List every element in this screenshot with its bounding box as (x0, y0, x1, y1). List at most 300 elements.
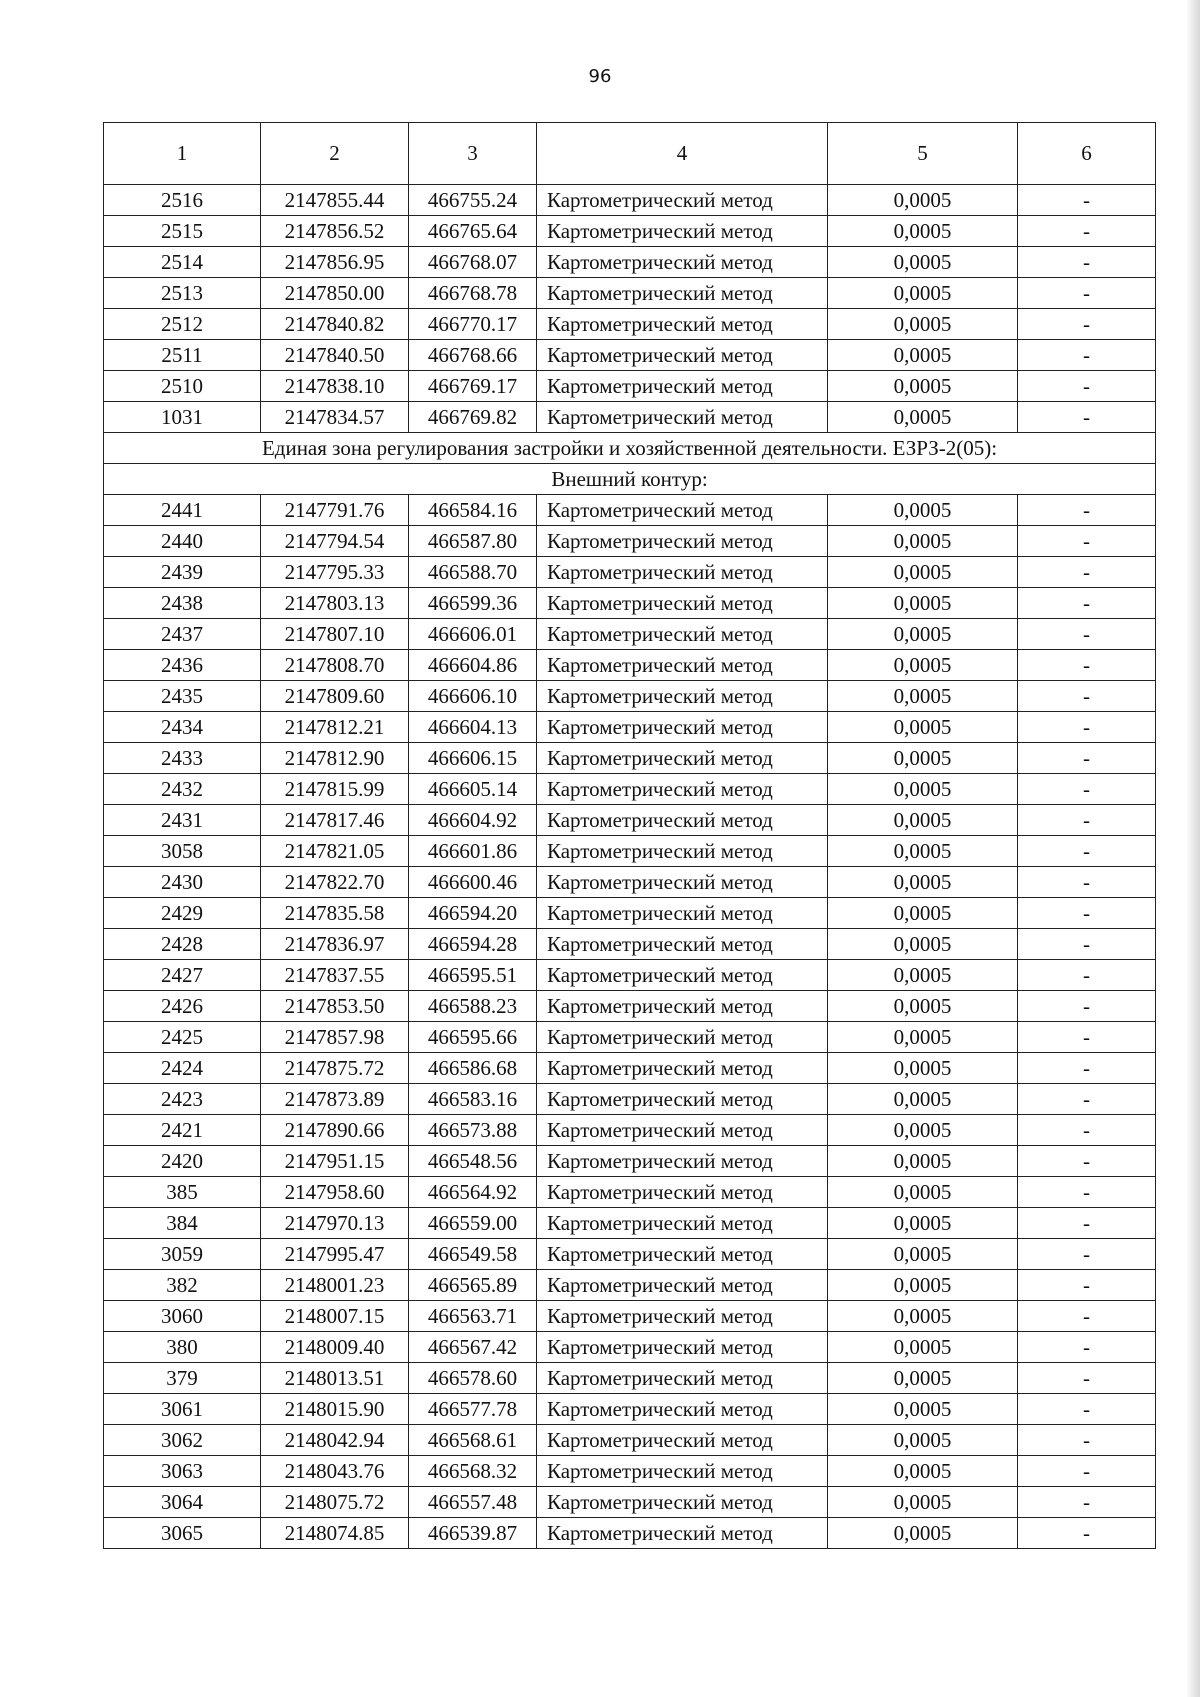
column-header: 6 (1018, 123, 1156, 185)
table-cell: 2440 (104, 526, 261, 557)
table-cell: 0,0005 (828, 402, 1018, 433)
table-cell: 0,0005 (828, 1115, 1018, 1146)
subsection-title: Внешний контур: (104, 464, 1156, 495)
table-cell: 0,0005 (828, 929, 1018, 960)
table-cell: 466770.17 (409, 309, 537, 340)
table-cell: 466586.68 (409, 1053, 537, 1084)
table-cell: 0,0005 (828, 1022, 1018, 1053)
table-cell: - (1018, 1270, 1156, 1301)
table-row (104, 1146, 1156, 1177)
table-cell: 466563.71 (409, 1301, 537, 1332)
table-cell: 2147803.13 (261, 588, 409, 619)
table-cell: 382 (104, 1270, 261, 1301)
table-cell: Картометрический метод (537, 1146, 828, 1177)
table-row (104, 1363, 1156, 1394)
table-cell: 466568.61 (409, 1425, 537, 1456)
table-row (104, 1270, 1156, 1301)
table-cell: 2423 (104, 1084, 261, 1115)
table-cell: Картометрический метод (537, 650, 828, 681)
table-cell: - (1018, 247, 1156, 278)
table-cell: Картометрический метод (537, 1332, 828, 1363)
table-cell: - (1018, 526, 1156, 557)
table-row (104, 1518, 1156, 1549)
table-cell: - (1018, 216, 1156, 247)
table-cell: 466595.51 (409, 960, 537, 991)
table-cell: 380 (104, 1332, 261, 1363)
table-cell: - (1018, 371, 1156, 402)
table-cell: Картометрический метод (537, 309, 828, 340)
table-row (104, 1084, 1156, 1115)
table-cell: Картометрический метод (537, 681, 828, 712)
table-row (104, 309, 1156, 340)
table-cell: Картометрический метод (537, 526, 828, 557)
table-cell: - (1018, 1177, 1156, 1208)
table-cell: 0,0005 (828, 526, 1018, 557)
table-cell: 0,0005 (828, 185, 1018, 216)
table-cell: 0,0005 (828, 1053, 1018, 1084)
table-cell: 2429 (104, 898, 261, 929)
table-cell: 0,0005 (828, 1084, 1018, 1115)
table-cell: 466588.23 (409, 991, 537, 1022)
table-cell: Картометрический метод (537, 371, 828, 402)
table-cell: 0,0005 (828, 1146, 1018, 1177)
table-cell: 2433 (104, 743, 261, 774)
table-cell: Картометрический метод (537, 805, 828, 836)
table-cell: 0,0005 (828, 1239, 1018, 1270)
table-cell: 0,0005 (828, 836, 1018, 867)
table-cell: Картометрический метод (537, 1208, 828, 1239)
table-cell: - (1018, 805, 1156, 836)
table-cell: 466565.89 (409, 1270, 537, 1301)
table-cell: 466549.58 (409, 1239, 537, 1270)
table-row (104, 681, 1156, 712)
page-number: 96 (588, 66, 612, 87)
table-cell: 466584.16 (409, 495, 537, 526)
table-row (104, 1022, 1156, 1053)
table-cell: Картометрический метод (537, 1394, 828, 1425)
table-cell: 0,0005 (828, 495, 1018, 526)
table-cell: - (1018, 278, 1156, 309)
table-cell: 385 (104, 1177, 261, 1208)
column-header: 3 (409, 123, 537, 185)
table-cell: Картометрический метод (537, 836, 828, 867)
table-row (104, 185, 1156, 216)
table-cell: 2510 (104, 371, 261, 402)
table-cell: 0,0005 (828, 1487, 1018, 1518)
table-cell: 466564.92 (409, 1177, 537, 1208)
table-cell: 2514 (104, 247, 261, 278)
table-cell: Картометрический метод (537, 867, 828, 898)
table-cell: 0,0005 (828, 898, 1018, 929)
table-cell: - (1018, 557, 1156, 588)
table-cell: 2516 (104, 185, 261, 216)
table-cell: 0,0005 (828, 1301, 1018, 1332)
table-cell: 466587.80 (409, 526, 537, 557)
table-cell: - (1018, 1456, 1156, 1487)
table-cell: - (1018, 681, 1156, 712)
table-row (104, 278, 1156, 309)
table-row (104, 1487, 1156, 1518)
table-row (104, 650, 1156, 681)
table-cell: Картометрический метод (537, 1487, 828, 1518)
table-row (104, 1115, 1156, 1146)
table-cell: Картометрический метод (537, 1053, 828, 1084)
table-cell: 2147873.89 (261, 1084, 409, 1115)
table-row (104, 712, 1156, 743)
table-cell: 2432 (104, 774, 261, 805)
section-title: Единая зона регулирования застройки и хозяйственной деятельности. ЕЗРЗ-2(05): (104, 433, 1156, 464)
table-row (104, 1239, 1156, 1270)
table-cell: Картометрический метод (537, 557, 828, 588)
table-row (104, 402, 1156, 433)
table-cell: - (1018, 1208, 1156, 1239)
table-row (104, 1208, 1156, 1239)
table-cell: - (1018, 1332, 1156, 1363)
table-cell: - (1018, 340, 1156, 371)
table-cell: - (1018, 712, 1156, 743)
table-cell: - (1018, 1394, 1156, 1425)
table-cell: Картометрический метод (537, 495, 828, 526)
table-cell: 0,0005 (828, 1425, 1018, 1456)
table-cell: 2147817.46 (261, 805, 409, 836)
table-cell: 466604.86 (409, 650, 537, 681)
table-cell: 2147856.52 (261, 216, 409, 247)
table-row (104, 1177, 1156, 1208)
table-cell: Картометрический метод (537, 340, 828, 371)
table-cell: 0,0005 (828, 805, 1018, 836)
table-cell: 2147890.66 (261, 1115, 409, 1146)
table-cell: 0,0005 (828, 216, 1018, 247)
table-cell: 466599.36 (409, 588, 537, 619)
subsection-title-row (104, 464, 1156, 495)
table-cell: 466605.14 (409, 774, 537, 805)
table-cell: 0,0005 (828, 650, 1018, 681)
table-cell: 2147809.60 (261, 681, 409, 712)
table-cell: - (1018, 588, 1156, 619)
table-cell: Картометрический метод (537, 588, 828, 619)
table-row (104, 929, 1156, 960)
table-cell: 466567.42 (409, 1332, 537, 1363)
table-cell: 2148074.85 (261, 1518, 409, 1549)
table-cell: 0,0005 (828, 774, 1018, 805)
table-cell: 2436 (104, 650, 261, 681)
table-cell: Картометрический метод (537, 1363, 828, 1394)
table-cell: - (1018, 650, 1156, 681)
table-cell: Картометрический метод (537, 1239, 828, 1270)
table-cell: 2424 (104, 1053, 261, 1084)
table-cell: - (1018, 185, 1156, 216)
table-cell: Картометрический метод (537, 1425, 828, 1456)
table-cell: 2147850.00 (261, 278, 409, 309)
table-cell: Картометрический метод (537, 402, 828, 433)
table-cell: Картометрический метод (537, 960, 828, 991)
table-cell: 0,0005 (828, 588, 1018, 619)
table-cell: Картометрический метод (537, 185, 828, 216)
table-cell: 466568.32 (409, 1456, 537, 1487)
table-cell: 2147815.99 (261, 774, 409, 805)
table-cell: 0,0005 (828, 1456, 1018, 1487)
table-cell: - (1018, 836, 1156, 867)
table-cell: 466588.70 (409, 557, 537, 588)
table-cell: 466539.87 (409, 1518, 537, 1549)
table-cell: 0,0005 (828, 340, 1018, 371)
table-cell: 2147837.55 (261, 960, 409, 991)
table-cell: - (1018, 1487, 1156, 1518)
table-cell: 3063 (104, 1456, 261, 1487)
table-cell: 0,0005 (828, 1394, 1018, 1425)
table-cell: 466557.48 (409, 1487, 537, 1518)
table-cell: 2147856.95 (261, 247, 409, 278)
table-cell: 466583.16 (409, 1084, 537, 1115)
table-cell: 1031 (104, 402, 261, 433)
table-row (104, 557, 1156, 588)
table-cell: - (1018, 1425, 1156, 1456)
table-cell: 466577.78 (409, 1394, 537, 1425)
table-cell: 466604.92 (409, 805, 537, 836)
table-cell: - (1018, 1518, 1156, 1549)
table-row (104, 1053, 1156, 1084)
table-cell: 0,0005 (828, 557, 1018, 588)
table-cell: 0,0005 (828, 247, 1018, 278)
table-cell: 2147822.70 (261, 867, 409, 898)
table-cell: 2148043.76 (261, 1456, 409, 1487)
scan-edge-shadow (1186, 0, 1200, 1697)
column-header-row (104, 123, 1156, 185)
table-cell: 0,0005 (828, 867, 1018, 898)
table-cell: 2147812.21 (261, 712, 409, 743)
table-row (104, 526, 1156, 557)
table-cell: 2148009.40 (261, 1332, 409, 1363)
table-cell: 466768.78 (409, 278, 537, 309)
table-cell: 466606.15 (409, 743, 537, 774)
table-cell: 466768.07 (409, 247, 537, 278)
table-cell: 0,0005 (828, 1518, 1018, 1549)
table-row (104, 867, 1156, 898)
table-cell: 0,0005 (828, 1177, 1018, 1208)
table-cell: 466606.01 (409, 619, 537, 650)
table-cell: 466573.88 (409, 1115, 537, 1146)
table-cell: 0,0005 (828, 1208, 1018, 1239)
table-cell: - (1018, 1053, 1156, 1084)
table-cell: 0,0005 (828, 960, 1018, 991)
table-cell: Картометрический метод (537, 712, 828, 743)
table-cell: 2147951.15 (261, 1146, 409, 1177)
table-cell: 2148013.51 (261, 1363, 409, 1394)
table-cell: - (1018, 898, 1156, 929)
table-cell: Картометрический метод (537, 1270, 828, 1301)
table-cell: 2438 (104, 588, 261, 619)
table-row (104, 743, 1156, 774)
table-cell: - (1018, 1146, 1156, 1177)
table-cell: 466578.60 (409, 1363, 537, 1394)
table-cell: 2511 (104, 340, 261, 371)
table-row (104, 960, 1156, 991)
table-row (104, 774, 1156, 805)
table-cell: 466768.66 (409, 340, 537, 371)
table-cell: Картометрический метод (537, 743, 828, 774)
table-cell: 466765.64 (409, 216, 537, 247)
table-cell: - (1018, 929, 1156, 960)
table-cell: 2147812.90 (261, 743, 409, 774)
table-cell: 2435 (104, 681, 261, 712)
table-cell: - (1018, 1363, 1156, 1394)
table-cell: 3062 (104, 1425, 261, 1456)
table-row (104, 836, 1156, 867)
table-cell: Картометрический метод (537, 278, 828, 309)
table-cell: - (1018, 402, 1156, 433)
table-cell: 2147807.10 (261, 619, 409, 650)
table-cell: Картометрический метод (537, 991, 828, 1022)
table-cell: 2147840.82 (261, 309, 409, 340)
column-header: 5 (828, 123, 1018, 185)
table-cell: 2512 (104, 309, 261, 340)
table-cell: 0,0005 (828, 681, 1018, 712)
table-row (104, 340, 1156, 371)
table-cell: 2147958.60 (261, 1177, 409, 1208)
table-cell: - (1018, 1022, 1156, 1053)
table-cell: 466601.86 (409, 836, 537, 867)
table-cell: Картометрический метод (537, 1022, 828, 1053)
table-cell: 0,0005 (828, 371, 1018, 402)
table-cell: - (1018, 619, 1156, 650)
table-cell: 2147795.33 (261, 557, 409, 588)
table-row (104, 898, 1156, 929)
table-cell: 2430 (104, 867, 261, 898)
coordinates-table (103, 122, 1156, 1549)
table-row (104, 1332, 1156, 1363)
table-cell: 2147857.98 (261, 1022, 409, 1053)
table-cell: - (1018, 1239, 1156, 1270)
table-row (104, 216, 1156, 247)
table-cell: 2148007.15 (261, 1301, 409, 1332)
table-row (104, 371, 1156, 402)
table-cell: 0,0005 (828, 991, 1018, 1022)
table-cell: 2147821.05 (261, 836, 409, 867)
table-cell: 0,0005 (828, 1363, 1018, 1394)
table-cell: 2513 (104, 278, 261, 309)
table-cell: 2147791.76 (261, 495, 409, 526)
table-cell: 0,0005 (828, 1332, 1018, 1363)
table-cell: 0,0005 (828, 309, 1018, 340)
table-cell: 2427 (104, 960, 261, 991)
table-cell: 3059 (104, 1239, 261, 1270)
table-cell: Картометрический метод (537, 929, 828, 960)
table-cell: - (1018, 1301, 1156, 1332)
table-cell: 2148042.94 (261, 1425, 409, 1456)
table-row (104, 805, 1156, 836)
table-cell: 0,0005 (828, 278, 1018, 309)
table-cell: 0,0005 (828, 619, 1018, 650)
table-cell: 3065 (104, 1518, 261, 1549)
table-cell: 466769.82 (409, 402, 537, 433)
table-cell: 2431 (104, 805, 261, 836)
table-cell: 2148001.23 (261, 1270, 409, 1301)
table-cell: 466604.13 (409, 712, 537, 743)
table-cell: 2147970.13 (261, 1208, 409, 1239)
table-cell: Картометрический метод (537, 774, 828, 805)
table-cell: 466594.28 (409, 929, 537, 960)
table-cell: 466755.24 (409, 185, 537, 216)
table-cell: 466594.20 (409, 898, 537, 929)
table-cell: 466548.56 (409, 1146, 537, 1177)
table-cell: - (1018, 991, 1156, 1022)
table-cell: Картометрический метод (537, 1084, 828, 1115)
table-cell: 466600.46 (409, 867, 537, 898)
table-cell: 384 (104, 1208, 261, 1239)
table-cell: 2426 (104, 991, 261, 1022)
table-cell: 466559.00 (409, 1208, 537, 1239)
table-cell: - (1018, 867, 1156, 898)
table-cell: 2147835.58 (261, 898, 409, 929)
table-row (104, 1456, 1156, 1487)
table-cell: 2421 (104, 1115, 261, 1146)
table-cell: - (1018, 960, 1156, 991)
table-cell: 466595.66 (409, 1022, 537, 1053)
table-cell: Картометрический метод (537, 1115, 828, 1146)
table-cell: 2425 (104, 1022, 261, 1053)
table-cell: 2420 (104, 1146, 261, 1177)
table-cell: Картометрический метод (537, 216, 828, 247)
table-cell: 2147853.50 (261, 991, 409, 1022)
table-row (104, 247, 1156, 278)
table-cell: 2147808.70 (261, 650, 409, 681)
table-cell: 466606.10 (409, 681, 537, 712)
table-row (104, 1425, 1156, 1456)
table-cell: 0,0005 (828, 1270, 1018, 1301)
table-row (104, 619, 1156, 650)
table-cell: 3064 (104, 1487, 261, 1518)
table-cell: - (1018, 743, 1156, 774)
table-cell: 2147875.72 (261, 1053, 409, 1084)
table-cell: - (1018, 495, 1156, 526)
table-cell: 0,0005 (828, 712, 1018, 743)
table-cell: 2147836.97 (261, 929, 409, 960)
table-cell: 2147855.44 (261, 185, 409, 216)
table-cell: Картометрический метод (537, 1518, 828, 1549)
table-cell: 2428 (104, 929, 261, 960)
column-header: 2 (261, 123, 409, 185)
table-row (104, 991, 1156, 1022)
table-cell: 3058 (104, 836, 261, 867)
table-cell: - (1018, 1084, 1156, 1115)
section-title-row (104, 433, 1156, 464)
column-header: 4 (537, 123, 828, 185)
table-cell: Картометрический метод (537, 619, 828, 650)
table-row (104, 1394, 1156, 1425)
table-cell: 2434 (104, 712, 261, 743)
column-header: 1 (104, 123, 261, 185)
table-cell: Картометрический метод (537, 1301, 828, 1332)
table-cell: 2515 (104, 216, 261, 247)
table-cell: - (1018, 1115, 1156, 1146)
table-row (104, 1301, 1156, 1332)
table-cell: - (1018, 774, 1156, 805)
table-cell: 2147840.50 (261, 340, 409, 371)
table-cell: 2437 (104, 619, 261, 650)
table-cell: 3061 (104, 1394, 261, 1425)
table-row (104, 495, 1156, 526)
table-cell: Картометрический метод (537, 247, 828, 278)
table-cell: - (1018, 309, 1156, 340)
table-cell: 2148075.72 (261, 1487, 409, 1518)
table-cell: Картометрический метод (537, 1177, 828, 1208)
table-cell: 3060 (104, 1301, 261, 1332)
table-cell: 379 (104, 1363, 261, 1394)
table-cell: Картометрический метод (537, 1456, 828, 1487)
table-cell: 466769.17 (409, 371, 537, 402)
table-row (104, 588, 1156, 619)
table-cell: 2147794.54 (261, 526, 409, 557)
